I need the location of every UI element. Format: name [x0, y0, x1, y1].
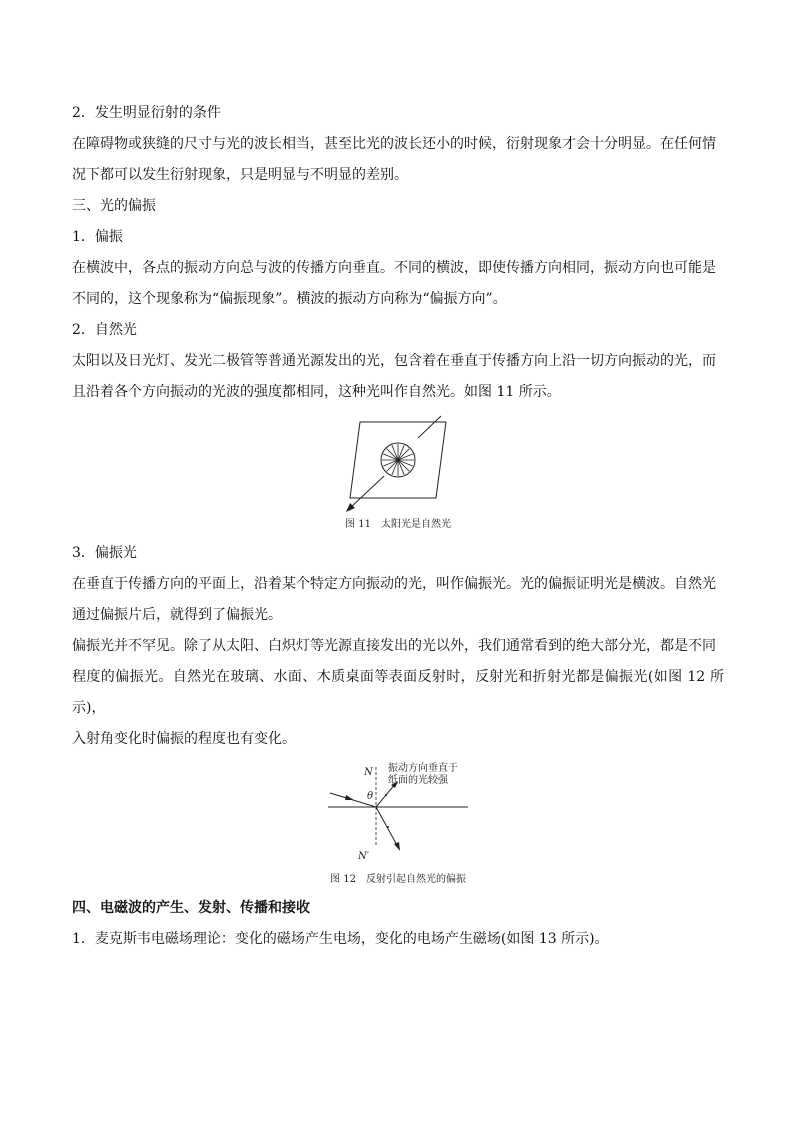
natural-light-diagram [338, 414, 458, 514]
section-heading-polarization: 三、光的偏振 [72, 198, 156, 214]
paragraph-line: 程度的偏振光。自然光在玻璃、水面、木质桌面等表面反射时，反射光和折射光都是偏振光(如图 12 所示)， [72, 669, 724, 716]
section-heading-electromagnetic-waves: 四、电磁波的产生、发射、传播和接收 [72, 900, 310, 916]
paragraph-line: 入射角变化时偏振的程度也有变化。 [72, 731, 296, 747]
figure-12-caption: 图 12 反射引起自然光的偏振 [330, 874, 466, 885]
paragraph-line: 偏振光并不罕见。除了从太阳、白炽灯等光源直接发出的光以外，我们通常看到的绝大部分光，都是不同 [72, 638, 716, 654]
figure-12-note-line1: 振动方向垂直于 [388, 763, 458, 774]
paragraph-line: 太阳以及日光灯、发光二极管等普通光源发出的光，包含着在垂直于传播方向上沿一切方向振动的光，而 [72, 353, 716, 369]
outgoing-ray [350, 476, 384, 508]
paragraph-line: 且沿着各个方向振动的光波的强度都相同，这种光叫作自然光。如图 11 所示。 [72, 384, 561, 400]
reflection-polarization-diagram [318, 761, 478, 869]
document-page [72, 98, 724, 955]
figure-12-note-line2: 纸面的光较强 [388, 775, 448, 786]
section-heading-diffraction-conditions: 2．发生明显衍射的条件 [72, 105, 221, 121]
angle-label-theta: θ [367, 791, 374, 802]
arrow-head-icon [394, 842, 400, 851]
paragraph-line: 1．麦克斯韦电磁场理论：变化的磁场产生电场，变化的电场产生磁场(如图 13 所示)。 [72, 931, 609, 947]
paragraph-line: 在障碍物或狭缝的尺寸与光的波长相当，甚至比光的波长还小的时候，衍射现象才会十分明显。在任何情 [72, 136, 716, 152]
paragraph-line: 在横波中，各点的振动方向总与波的传播方向垂直。不同的横波，即使传播方向相同，振动方向也可能是 [72, 260, 716, 276]
incoming-ray [418, 416, 441, 438]
vibration-directions [382, 444, 414, 476]
normal-label-n: N [364, 767, 373, 778]
subheading-polarized-light: 3．偏振光 [72, 545, 137, 561]
paragraph-line: 通过偏振片后，就得到了偏振光。 [72, 607, 282, 623]
paragraph-line: 不同的，这个现象称为“偏振现象”。横波的振动方向称为“偏振方向”。 [72, 291, 507, 307]
subheading-natural-light: 2．自然光 [72, 322, 137, 338]
figure-11-caption: 图 11 太阳光是自然光 [345, 519, 451, 530]
subheading-polarization: 1．偏振 [72, 229, 123, 245]
paragraph-line: 在垂直于传播方向的平面上，沿着某个特定方向振动的光，叫作偏振光。光的偏振证明光是横波。自然光 [72, 576, 716, 592]
figure-11 [72, 414, 724, 534]
paragraph-line: 况下都可以发生衍射现象，只是明显与不明显的差别。 [72, 167, 408, 183]
figure-12 [72, 761, 724, 889]
arrow-head-icon [345, 795, 354, 800]
normal-label-n-prime: N′ [358, 851, 370, 862]
